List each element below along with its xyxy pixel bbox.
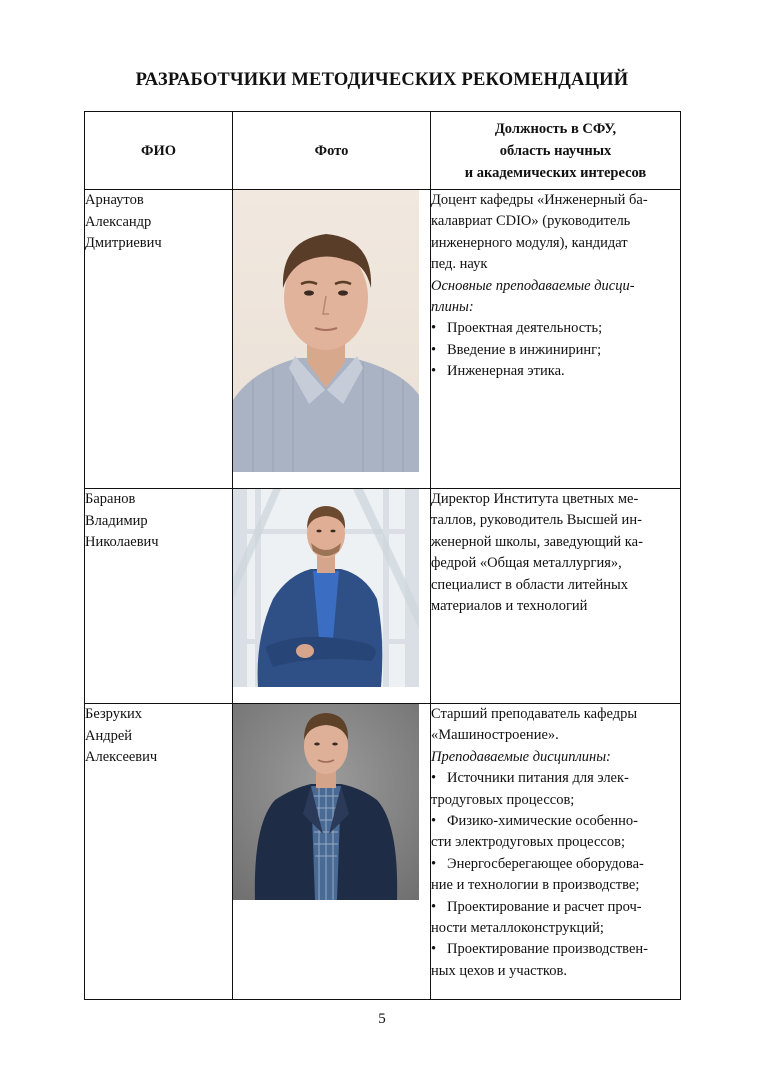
header-position: Должность в СФУ, область научных и академических интересов [431, 112, 681, 190]
person-photo [233, 704, 419, 900]
list-item: • Проектирование и расчет проч- [431, 898, 642, 915]
list-item: • Проектная деятельность; [431, 320, 603, 337]
list-item: • Проектирование производствен- [431, 941, 648, 958]
table-row [85, 190, 681, 489]
person-info: Доцент кафедры «Инженерный ба- калавриат CDIO» (руководитель инженерного модуля), кандидат пед. наук Основные преподаваемые дисци- плины: • Проектная деятельность; • Введение в инжиниринг; • Инженерная этика. [431, 190, 681, 489]
header-fio: ФИО [85, 112, 233, 190]
person-name: Баранов Владимир Николаевич [85, 489, 233, 704]
subheading: Основные преподаваемые дисци- [431, 277, 635, 294]
page-title: РАЗРАБОТЧИКИ МЕТОДИЧЕСКИХ РЕКОМЕНДАЦИЙ [135, 70, 629, 90]
list-item: • Энергосберегающее оборудова- [431, 855, 644, 872]
list-item: • Физико-химические особенно- [431, 813, 638, 830]
table-row [85, 489, 681, 704]
table-header-row [85, 112, 681, 190]
page-number: 5 [378, 1011, 386, 1027]
subheading: Преподаваемые дисциплины: [431, 748, 611, 765]
list-item: • Источники питания для элек- [431, 770, 629, 787]
developers-table [84, 111, 681, 1000]
person-info: Старший преподаватель кафедры «Машиностроение». Преподаваемые дисциплины: • Источники питания для элек- тродуговых процессов; • Физико-химические особенно- сти электродуговых процессов; • Энергосберегающее оборудова- ние и технологии в производстве; • Проектирование и расчет проч- ности металлоконструкций; • Проектирование производствен- ных цехов и участков. [431, 704, 681, 1000]
list-item: • Инженерная этика. [431, 363, 565, 380]
person-photo [233, 489, 419, 687]
person-photo [233, 190, 419, 472]
list-item: • Введение в инжиниринг; [431, 341, 602, 358]
header-photo: Фото [233, 112, 431, 190]
table-row [85, 704, 681, 1000]
person-info: Директор Института цветных ме- таллов, руководитель Высшей ин- женерной школы, заведующий ка- федрой «Общая металлургия», специалист в области литейных материалов и технологий [431, 489, 681, 704]
person-name: Арнаутов Александр Дмитриевич [85, 190, 233, 489]
person-name: Безруких Андрей Алексеевич [85, 704, 233, 1000]
